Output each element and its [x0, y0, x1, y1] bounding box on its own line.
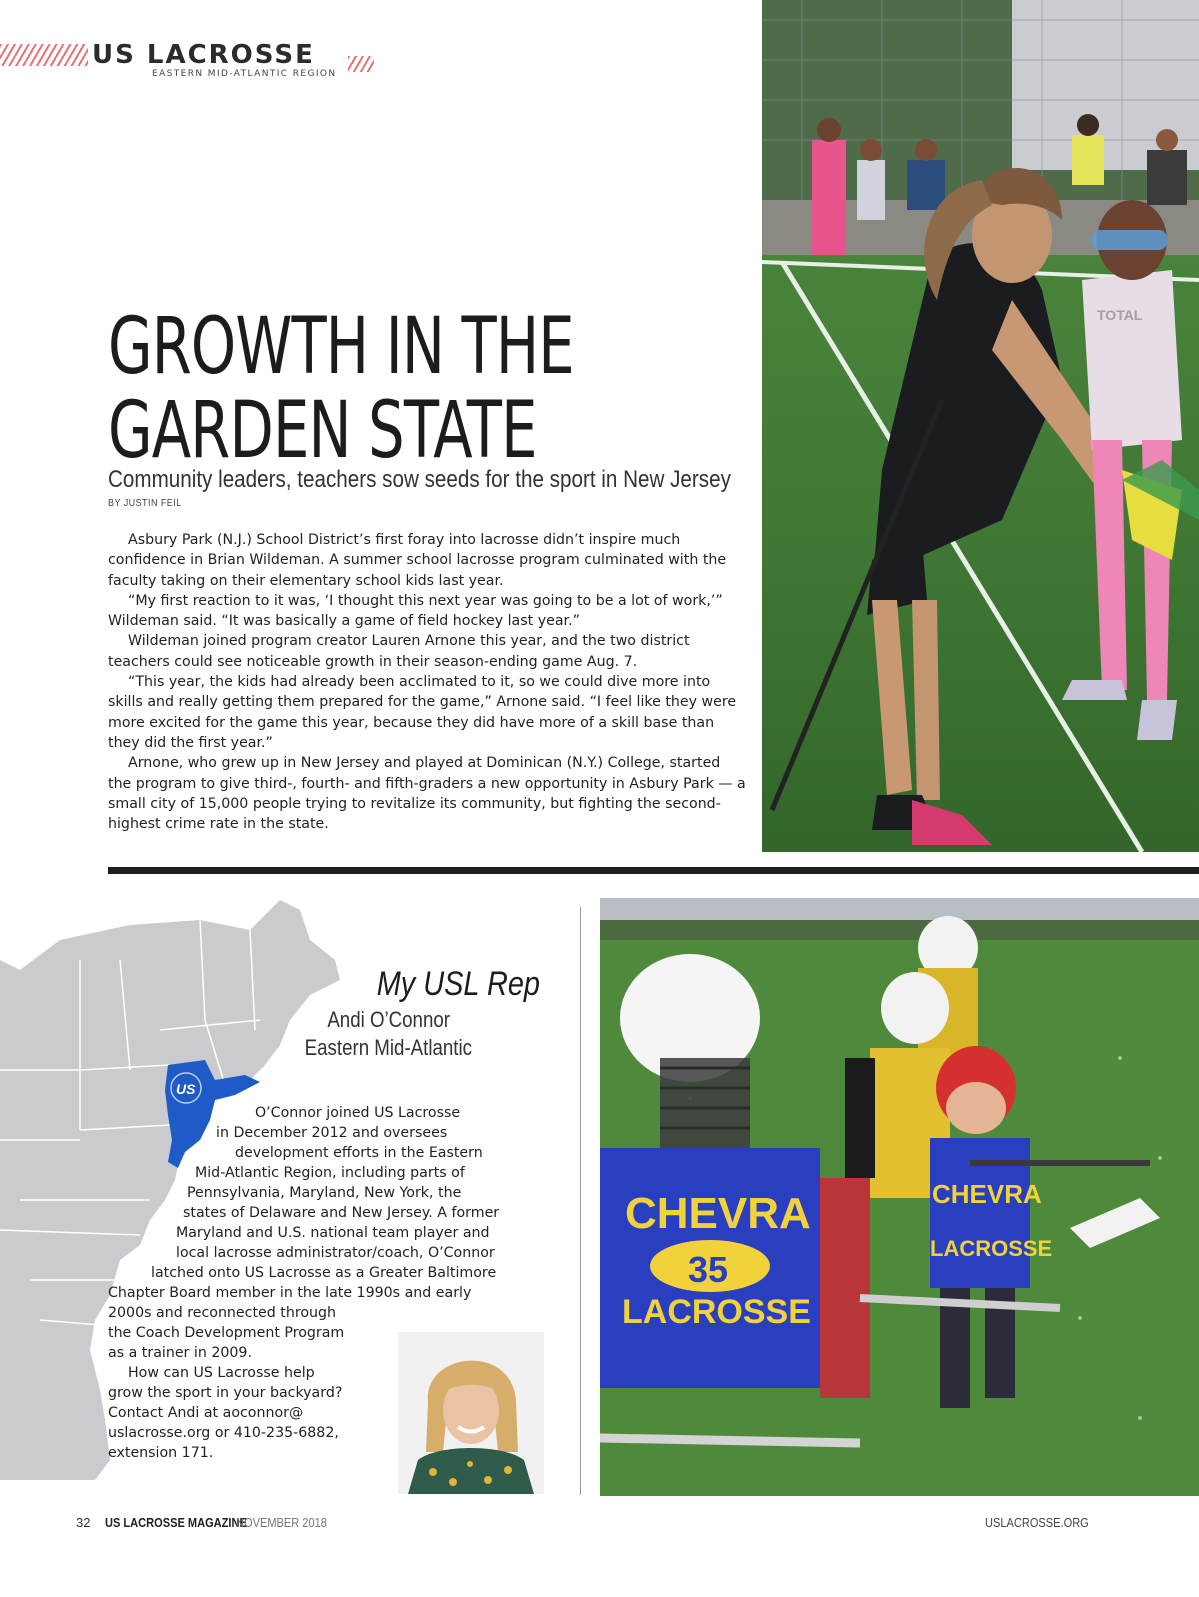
website-link[interactable]: USLACROSSE.ORG — [985, 1515, 1089, 1530]
paragraph: Wildeman joined program creator Lauren Arnone this year, and the two district teachers could see noticeable growth in their season-ending game Aug. 7. — [108, 633, 690, 670]
photo-coach-and-child — [762, 0, 1199, 852]
rep-text-line: grow the sport in your backyard? — [108, 1385, 343, 1401]
logo-hatch-left — [0, 44, 88, 66]
rep-region: Eastern Mid-Atlantic — [304, 1035, 472, 1060]
rep-text-line: extension 171. — [108, 1445, 214, 1461]
paragraph: Arnone, who grew up in New Jersey and played at Dominican (N.Y.) College, started the program to give third-, fourth- and fifth-graders a new opportunity in Asbury Park — a small city of 15,000 people trying to revitalize its community, but fighting the second-highest crime rate in the state. — [108, 755, 746, 833]
jersey-front-number: 35 — [688, 1249, 729, 1290]
article-headline — [108, 302, 574, 476]
paragraph: Asbury Park (N.J.) School District’s first foray into lacrosse didn’t inspire much confidence in Brian Wildeman. A summer school lacrosse program culminated with the faculty taking on their elementary school kids last year. — [108, 532, 727, 589]
paragraph: “This year, the kids had already been acclimated to it, so we could dive more into skills and really getting them prepared for the game,” Arnone said. “I feel like they were more excited for the game this year, because they did have more of a skill base than they did the first year.” — [108, 674, 737, 751]
headline-line-1: GROWTH IN THE — [108, 302, 574, 392]
rep-text-line: Contact Andi at aoconnor@ — [108, 1405, 304, 1421]
magazine-name: US LACROSSE MAGAZINE — [105, 1515, 247, 1530]
rep-text-line: as a trainer in 2009. — [108, 1345, 252, 1361]
rep-text-line: development efforts in the Eastern — [235, 1145, 483, 1161]
rep-text-line: 2000s and reconnected through — [108, 1305, 337, 1321]
rep-text-line: How can US Lacrosse help — [128, 1365, 315, 1381]
page-number: 32 — [76, 1515, 91, 1530]
pinnie-text: TOTAL — [1097, 307, 1143, 323]
logo-title: US LACROSSE — [92, 40, 315, 70]
jersey-front-bottom: LACROSSE — [622, 1293, 811, 1331]
rep-name: Andi O’Connor — [327, 1007, 450, 1032]
rep-text-line: in December 2012 and oversees — [216, 1125, 448, 1141]
jersey-right-bottom: LACROSSE — [930, 1236, 1053, 1261]
article-dek: Community leaders, teachers sow seeds for the sport in New Jersey — [108, 466, 731, 493]
rep-text-line: uslacrosse.org or 410-235-6882, — [108, 1425, 339, 1441]
jersey-right-number: 16 — [962, 1213, 985, 1235]
jersey-front-top: CHEVRA — [625, 1189, 811, 1238]
logo-subtitle: EASTERN MID-ATLANTIC REGION — [152, 69, 337, 79]
column-divider — [580, 907, 581, 1495]
paragraph: “My first reaction to it was, ‘I thought this next year was going to be a lot of work,’” Wildeman said. “It was basically a game of field hockey last year.” — [108, 592, 723, 630]
issue-date: NOVEMBER 2018 — [236, 1515, 327, 1530]
rep-text-line: Mid-Atlantic Region, including parts of — [195, 1165, 465, 1181]
rep-text-line: the Coach Development Program — [108, 1325, 345, 1341]
rep-text-line: Chapter Board member in the late 1990s and early — [108, 1285, 472, 1301]
rep-text-line: Pennsylvania, Maryland, New York, the — [187, 1185, 462, 1201]
rep-heading: My USL Rep — [376, 965, 540, 1003]
logo-hatch-right — [348, 56, 374, 72]
rep-text-line: states of Delaware and New Jersey. A former — [183, 1205, 500, 1221]
photo-youth-players — [600, 898, 1199, 1496]
section-divider — [108, 867, 1199, 874]
headline-line-2: GARDEN STATE — [108, 386, 537, 476]
article-body — [108, 530, 748, 834]
jersey-right-top: CHEVRA — [932, 1179, 1042, 1209]
article-byline: BY JUSTIN FEIL — [108, 498, 182, 509]
rep-text-line: local lacrosse administrator/coach, O’Connor — [176, 1245, 495, 1261]
rep-headshot-photo — [398, 1332, 544, 1494]
rep-text-line: latched onto US Lacrosse as a Greater Baltimore — [151, 1265, 497, 1281]
map-badge: US — [176, 1081, 196, 1097]
rep-text-line: O’Connor joined US Lacrosse — [255, 1105, 461, 1121]
rep-text-line: Maryland and U.S. national team player and — [176, 1225, 490, 1241]
